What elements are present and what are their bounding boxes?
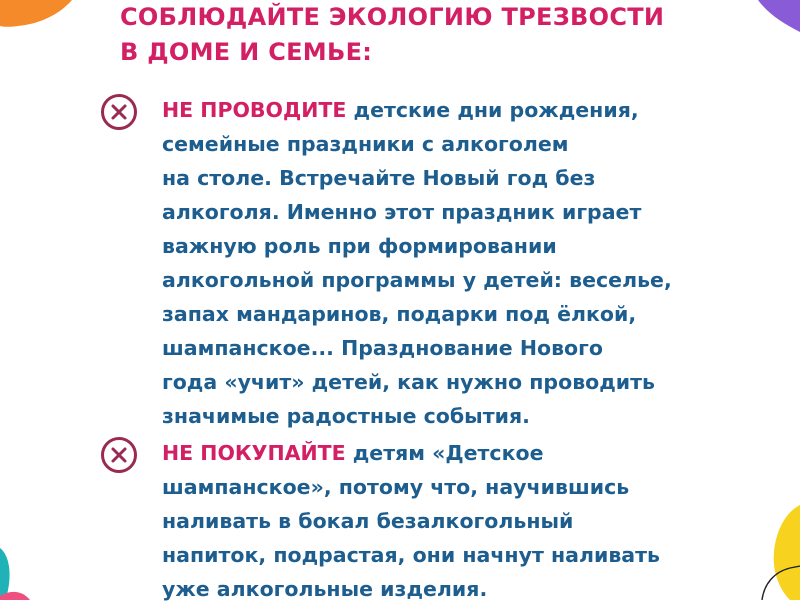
rule-line: года «учит» детей, как нужно проводить [162,370,656,394]
rule-line: наливать в бокал безалкогольный [162,509,574,533]
rule-line: алкоголя. Именно этот праздник играет [162,200,642,224]
yellow-blob-bottom-right [774,505,800,600]
rule-line: шампанское», потому что, научившись [162,475,630,499]
heading-line-2: В ДОМЕ И СЕМЬЕ: [120,38,373,66]
rule-line-text: детские дни рождения, [346,98,639,122]
rule-line: алкогольной программы у детей: веселье, [162,268,672,292]
rule-lead: НЕ ПРОВОДИТЕ [162,98,347,122]
rule-line: напиток, подрастая, они начнут наливать [162,543,660,567]
rule-line: значимые радостные события. [162,404,530,428]
page-heading [120,0,664,70]
rule-line-text: детям «Детское [345,441,544,465]
rule-line: шампанское... Празднование Нового [162,336,603,360]
rule-line [162,436,742,470]
teal-blob-bottom-left [0,548,10,600]
rule-text-2 [162,436,742,606]
cross-circle-icon [100,436,138,474]
rule-line: на столе. Встречайте Новый год без [162,166,596,190]
rule-text-1 [162,93,742,433]
orange-blob-top-left [0,0,72,27]
rule-line: семейные праздники с алкоголем [162,132,569,156]
purple-blob-top-right [758,0,800,32]
rule-line: уже алкогольные изделия. [162,577,488,601]
rule-line: важную роль при формировании [162,234,557,258]
cross-circle-icon [100,93,138,131]
heading-line-1: СОБЛЮДАЙТЕ ЭКОЛОГИЮ ТРЕЗВОСТИ [120,3,665,31]
rule-lead: НЕ ПОКУПАЙТЕ [162,441,346,465]
rule-line: запах мандаринов, подарки под ёлкой, [162,302,637,326]
rule-line [162,93,742,127]
